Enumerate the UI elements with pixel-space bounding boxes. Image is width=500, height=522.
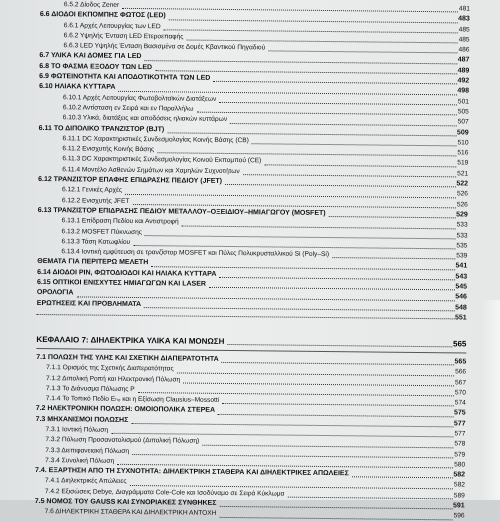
toc-page-number: 483 [458, 15, 470, 23]
toc-page-number: 546 [455, 293, 467, 301]
dot-leader [151, 259, 455, 270]
toc-entry-title: 7.3.4 Συνολική Πόλωση [45, 456, 115, 465]
toc-page-number: 580 [454, 461, 466, 469]
dot-leader [183, 375, 454, 386]
toc-page-number: 582 [453, 471, 466, 479]
toc-section-chapter-6 [37, 0, 470, 313]
toc-page-number: 487 [457, 56, 470, 64]
toc-entry-title: 6.6.3 LED Υψηλής Ένταση Βασισμένα σε Δομές Κβαντικού Πηγαδιού [63, 42, 266, 52]
dot-leader [221, 355, 454, 366]
toc-page-number: 486 [458, 46, 470, 54]
toc-entry-title: 6.11.2 Ενισχυτής Κοινής Βάσης [62, 145, 155, 154]
toc-page-number: 577 [453, 420, 466, 428]
dot-leader [264, 157, 456, 167]
dot-leader [225, 177, 456, 188]
toc-page-number: 485 [458, 25, 470, 34]
chapter-page-number: 565 [453, 339, 467, 349]
toc-entry-title: 6.13.3 Τάση Κατωφλίου [61, 238, 131, 246]
toc-page-number: 526 [456, 190, 469, 198]
toc-entry-title: ΘΕΜΑΤΑ ΓΙΑ ΠΕΡΙΤΕΡΩ ΜΕΛΕΤΗ [37, 258, 149, 267]
toc-entry-title: 6.9 ΦΩΤΕΙΝΟΤΗΤΑ ΚΑΙ ΑΠΟΔΟΤΙΚΟΤΗΤΑ ΤΩΝ LED [39, 73, 211, 82]
toc-entry-title: 6.6 ΔΙΟΔΟΙ ΕΚΠΟΜΠΗΣ ΦΩΤΟΣ (LED) [39, 11, 166, 20]
toc-page-number: 485 [458, 36, 470, 44]
toc-entry-title: 6.10.2 Αντίσταση εν Σειρά και εν Παραλλήλω [62, 104, 194, 113]
dot-leader [168, 125, 457, 136]
toc-entry-title: 6.11.3 DC Χαρακτηριστικές Συνδεσμολογίας Κοινού Εκπομπού (CE) [62, 155, 262, 165]
toc-page-number: 533 [456, 221, 468, 229]
toc-entry-title: 7.2 ΗΛΕΚΤΡΟΝΙΚΗ ΠΟΛΩΣΗ: ΟΜΟΙΟΠΟΛΙΚΑ ΣΤΕΡΕΑ [35, 405, 216, 415]
toc-entry-title: 7.3.2 Πόλωση Προσανατολισμού (Διπολική Πόλωση) [45, 436, 200, 445]
toc-entry-title: 7.4.1 Διηλεκτρικές Απώλειες [44, 477, 127, 486]
dot-leader [243, 167, 456, 178]
toc-page-number: 591 [453, 502, 465, 510]
toc-entry-title: 7.1.2 Διπολική Ροπή και Ηλεκτρονική Πόλωση [46, 374, 181, 383]
toc-entry-title: 6.12.2 Ενισχυτής JFET [61, 196, 130, 205]
toc-entry-title: 6.13.2 MOSFET Πύκνωσης [61, 227, 142, 236]
toc-page-number: 509 [456, 128, 469, 137]
toc-entry-title: 7.6 ΔΙΗΛΕΚΤΡΙΚΗ ΣΤΑΘΕΡΑ ΚΑΙ ΔΙΗΛΕΚΤΡΙΚΗ ΑΝΤΟΧΗ [44, 508, 217, 518]
toc-entry-title: 6.11.4 Μοντέλο Ασθενών Σημάτων και Χαμηλών Συχνοτήτων [62, 165, 240, 175]
dot-leader [218, 406, 454, 417]
toc-entry-title: 6.5.2 Δίοδος Zener [63, 1, 120, 9]
dot-leader [219, 95, 457, 106]
toc-page-number: 566 [455, 368, 467, 376]
toc-entry-title: 7.1.4 Το Τοπικό Πεδίο Eₕₒ και η Εξίσωση Clausius–Mossotti [45, 395, 220, 404]
dot-leader [352, 469, 453, 478]
dot-leader [187, 32, 458, 43]
toc-page-number: 507 [457, 118, 469, 126]
dot-leader [157, 145, 456, 156]
toc-page-number: 529 [456, 211, 468, 219]
toc-page-number: 577 [454, 430, 466, 438]
toc-page-number: 519 [457, 159, 469, 167]
toc-page-number: 539 [456, 252, 468, 260]
dot-leader [329, 209, 456, 219]
toc-page-number: 501 [457, 98, 469, 106]
toc-page-number: 575 [453, 409, 466, 417]
toc-entry-title: 7.4.2 Εξισώσεις Debye, Διαγράμματα Cole-Cole και Ισοδύναμο σε Σειρά Κύκλωμα [44, 487, 285, 498]
dot-leader [288, 489, 453, 499]
toc-page-number: 574 [454, 399, 466, 407]
toc-page-number: 481 [458, 5, 470, 13]
toc-entry-title: 6.14 ΔΙΟΔΟΙ PIN, ΦΩΤΟΔΙΟΔΟΙ ΚΑΙ ΗΛΙΑΚΑ ΚΥΤΤΑΡΑ [37, 268, 217, 278]
toc-entry-title: 7.1 ΠΟΛΩΣΗ ΤΗΣ ΥΛΗΣ ΚΑΙ ΣΧΕΤΙΚΗ ΔΙΑΠΕΡΑΤΟΤΗΤΑ [36, 353, 219, 363]
dot-leader [220, 509, 453, 520]
toc-page-number: 492 [457, 77, 470, 85]
toc-page-number: 526 [456, 201, 468, 209]
chapter-heading-row [36, 323, 466, 358]
toc-entry-title: 6.10 ΗΛΙΑΚΑ ΚΥΤΤΑΡΑ [39, 83, 116, 92]
toc-entry-title: 6.13.4 Ιοντική εμφύτευση σε τρανζίστορ MOSFET και Πύλες Πολυκρυσταλλικού Si (Poly–Si) [61, 248, 330, 259]
toc-entry-title: 6.6.1 Αρχές Λειτουργίας των LED [63, 21, 161, 30]
toc-page-number: 545 [455, 283, 468, 291]
dot-leader [177, 365, 454, 376]
toc-entry-title: 6.8 ΤΟ ΦΑΣΜΑ ΕΞΟΔΟΥ ΤΩΝ LED [39, 62, 153, 71]
toc-page-number: 535 [456, 242, 468, 250]
toc-entry-title: 7.3.3 Διεπιφανειακή Πόλωση [45, 446, 130, 455]
toc-page-number: 543 [455, 273, 468, 281]
toc-page-number: 489 [457, 67, 470, 75]
dot-leader [222, 396, 454, 407]
toc-page-number: 596 [453, 512, 465, 520]
dot-leader [227, 338, 452, 347]
chapter-rule [36, 348, 466, 354]
chapter-title: ΚΕΦΑΛΑΙΟ 7: ΔΙΗΛΕΚΤΡΙΚΑ ΥΛΙΚΑ ΚΑΙ ΜΟΝΩΣΗ [36, 334, 225, 346]
toc-entry-title: 7.1.3 Το Διάνυσμα Πόλωσης P [45, 384, 135, 393]
toc-entry-title: 7.4. ΕΞΑΡΤΗΣΗ ΑΠΟ ΤΗ ΣΥΧΝΟΤΗΤΑ: ΔΙΗΛΕΚΤΡΙΚΗ ΣΤΑΘΕΡΑ ΚΑΙ ΔΙΗΛΕΚΤΡΙΚΕΣ ΑΠΩΛΕΙΕΣ [35, 467, 349, 478]
toc-entry-title: 6.12 ΤΡΑΝΖΙΣΤΟΡ ΕΠΑΦΗΣ ΕΠΙΔΡΑΣΗΣ ΠΕΔΙΟΥ (JFET) [38, 176, 223, 185]
dot-leader [169, 12, 458, 23]
toc-entry-title: 7.3.1 Ιοντική Πόλωση [45, 426, 109, 434]
toc-entry-title: 6.15 ΟΠΤΙΚΟΙ ΕΝΙΣΧΥΤΕΣ ΗΜΙΑΓΩΓΩΝ ΚΑΙ LASER [37, 279, 206, 288]
toc-entry-title: 7.1.1 Ορισμός της Σχετικής Διαπερατότητας [46, 364, 174, 373]
toc-page-number: 567 [454, 378, 467, 386]
table-of-contents [35, 0, 470, 522]
toc-section-chapter-7 [35, 353, 467, 522]
toc-page-number: 548 [455, 303, 467, 312]
page-edge-shadow [480, 300, 500, 500]
dot-leader [209, 280, 455, 291]
dot-leader [268, 44, 457, 54]
toc-entry-title: 6.12.1 Γενικές Αρχές [61, 186, 123, 195]
dot-leader [332, 250, 455, 260]
dot-leader [220, 499, 453, 510]
toc-page-number: 570 [454, 389, 466, 397]
toc-entry-title: 6.7 ΥΛΙΚΑ ΚΑΙ ΔΟΜΕΣ ΓΙΑ LED [39, 52, 142, 61]
toc-entry-title: 6.10.1 Αρχές Λειτουργίας Φωτοβολταϊκών Διατάξεων [62, 93, 217, 103]
toc-page-number: 551 [454, 314, 467, 322]
toc-page-number: 505 [457, 108, 469, 116]
toc-page-number: 589 [453, 492, 465, 500]
toc-entry-title: 7.5 ΝΟΜΟΣ ΤΟΥ GAUSS ΚΑΙ ΣΥΝΟΡΙΑΚΕΣ ΣΥΝΘΗΚΕΣ [34, 498, 217, 507]
toc-entry-title: 6.11.1 DC Χαρακτηριστικές Συνδεσμολογίας Κοινής Βάσης (CB) [62, 135, 249, 145]
toc-entry-title: 7.3 ΜΗΧΑΝΙΣΜΟΙ ΠΟΛΩΣΗΣ [35, 415, 129, 424]
dot-leader [230, 115, 457, 126]
dot-leader [202, 437, 453, 448]
toc-page-number: 516 [457, 149, 469, 157]
toc-entry-title: 6.13.1 Επίδραση Πεδίου και Αντιστροφή [61, 217, 179, 226]
toc-entry-title: ΕΡΩΤΗΣΕΙΣ ΚΑΙ ΠΡΟΒΛΗΜΑΤΑ [36, 299, 142, 308]
toc-entry-title: 6.13 ΤΡΑΝΖΙΣΤΟΡ ΕΠΙΔΡΑΣΗΣ ΠΕΔΙΟΥ ΜΕΤΑΛΛΟΥ–ΟΞΕΙΔΙΟΥ–ΗΜΙΑΓΩΓΟΥ (MOSFET) [37, 206, 326, 217]
toc-entry-title: 6.10.3 Υλικά, διατάξεις και αποδόσεις ηλιακών κυττάρων [62, 114, 228, 124]
dot-leader [213, 74, 457, 85]
toc-page-number: 565 [454, 358, 467, 366]
toc-page-number: 579 [454, 450, 466, 459]
toc-page-number: 541 [455, 262, 468, 270]
dot-leader [219, 270, 455, 281]
toc-page-number: 522 [456, 180, 469, 188]
dot-leader [251, 136, 456, 146]
toc-entry-title: 6.11 ΤΟ ΔΙΠΟΛΙΚΟ ΤΡΑΝΖΙΣΤΟΡ (BJT) [38, 124, 165, 133]
dot-leader [182, 218, 456, 229]
toc-page-number: 582 [453, 481, 465, 489]
toc-page-number: 533 [456, 231, 468, 240]
dot-leader [164, 22, 458, 33]
toc-page-number: 521 [457, 170, 469, 178]
toc-page-number: 498 [457, 87, 470, 95]
dot-leader [155, 63, 457, 74]
toc-page-number: 578 [454, 440, 466, 448]
dot-leader [197, 105, 457, 116]
toc-entry-title: 6.6.2 Υψηλής Ένταση LED Ετεροεπαφής [63, 32, 184, 41]
toc-page-number: 510 [457, 139, 469, 147]
toc-entry-title: ΟΡΟΛΟΓΙΑ [36, 289, 74, 297]
